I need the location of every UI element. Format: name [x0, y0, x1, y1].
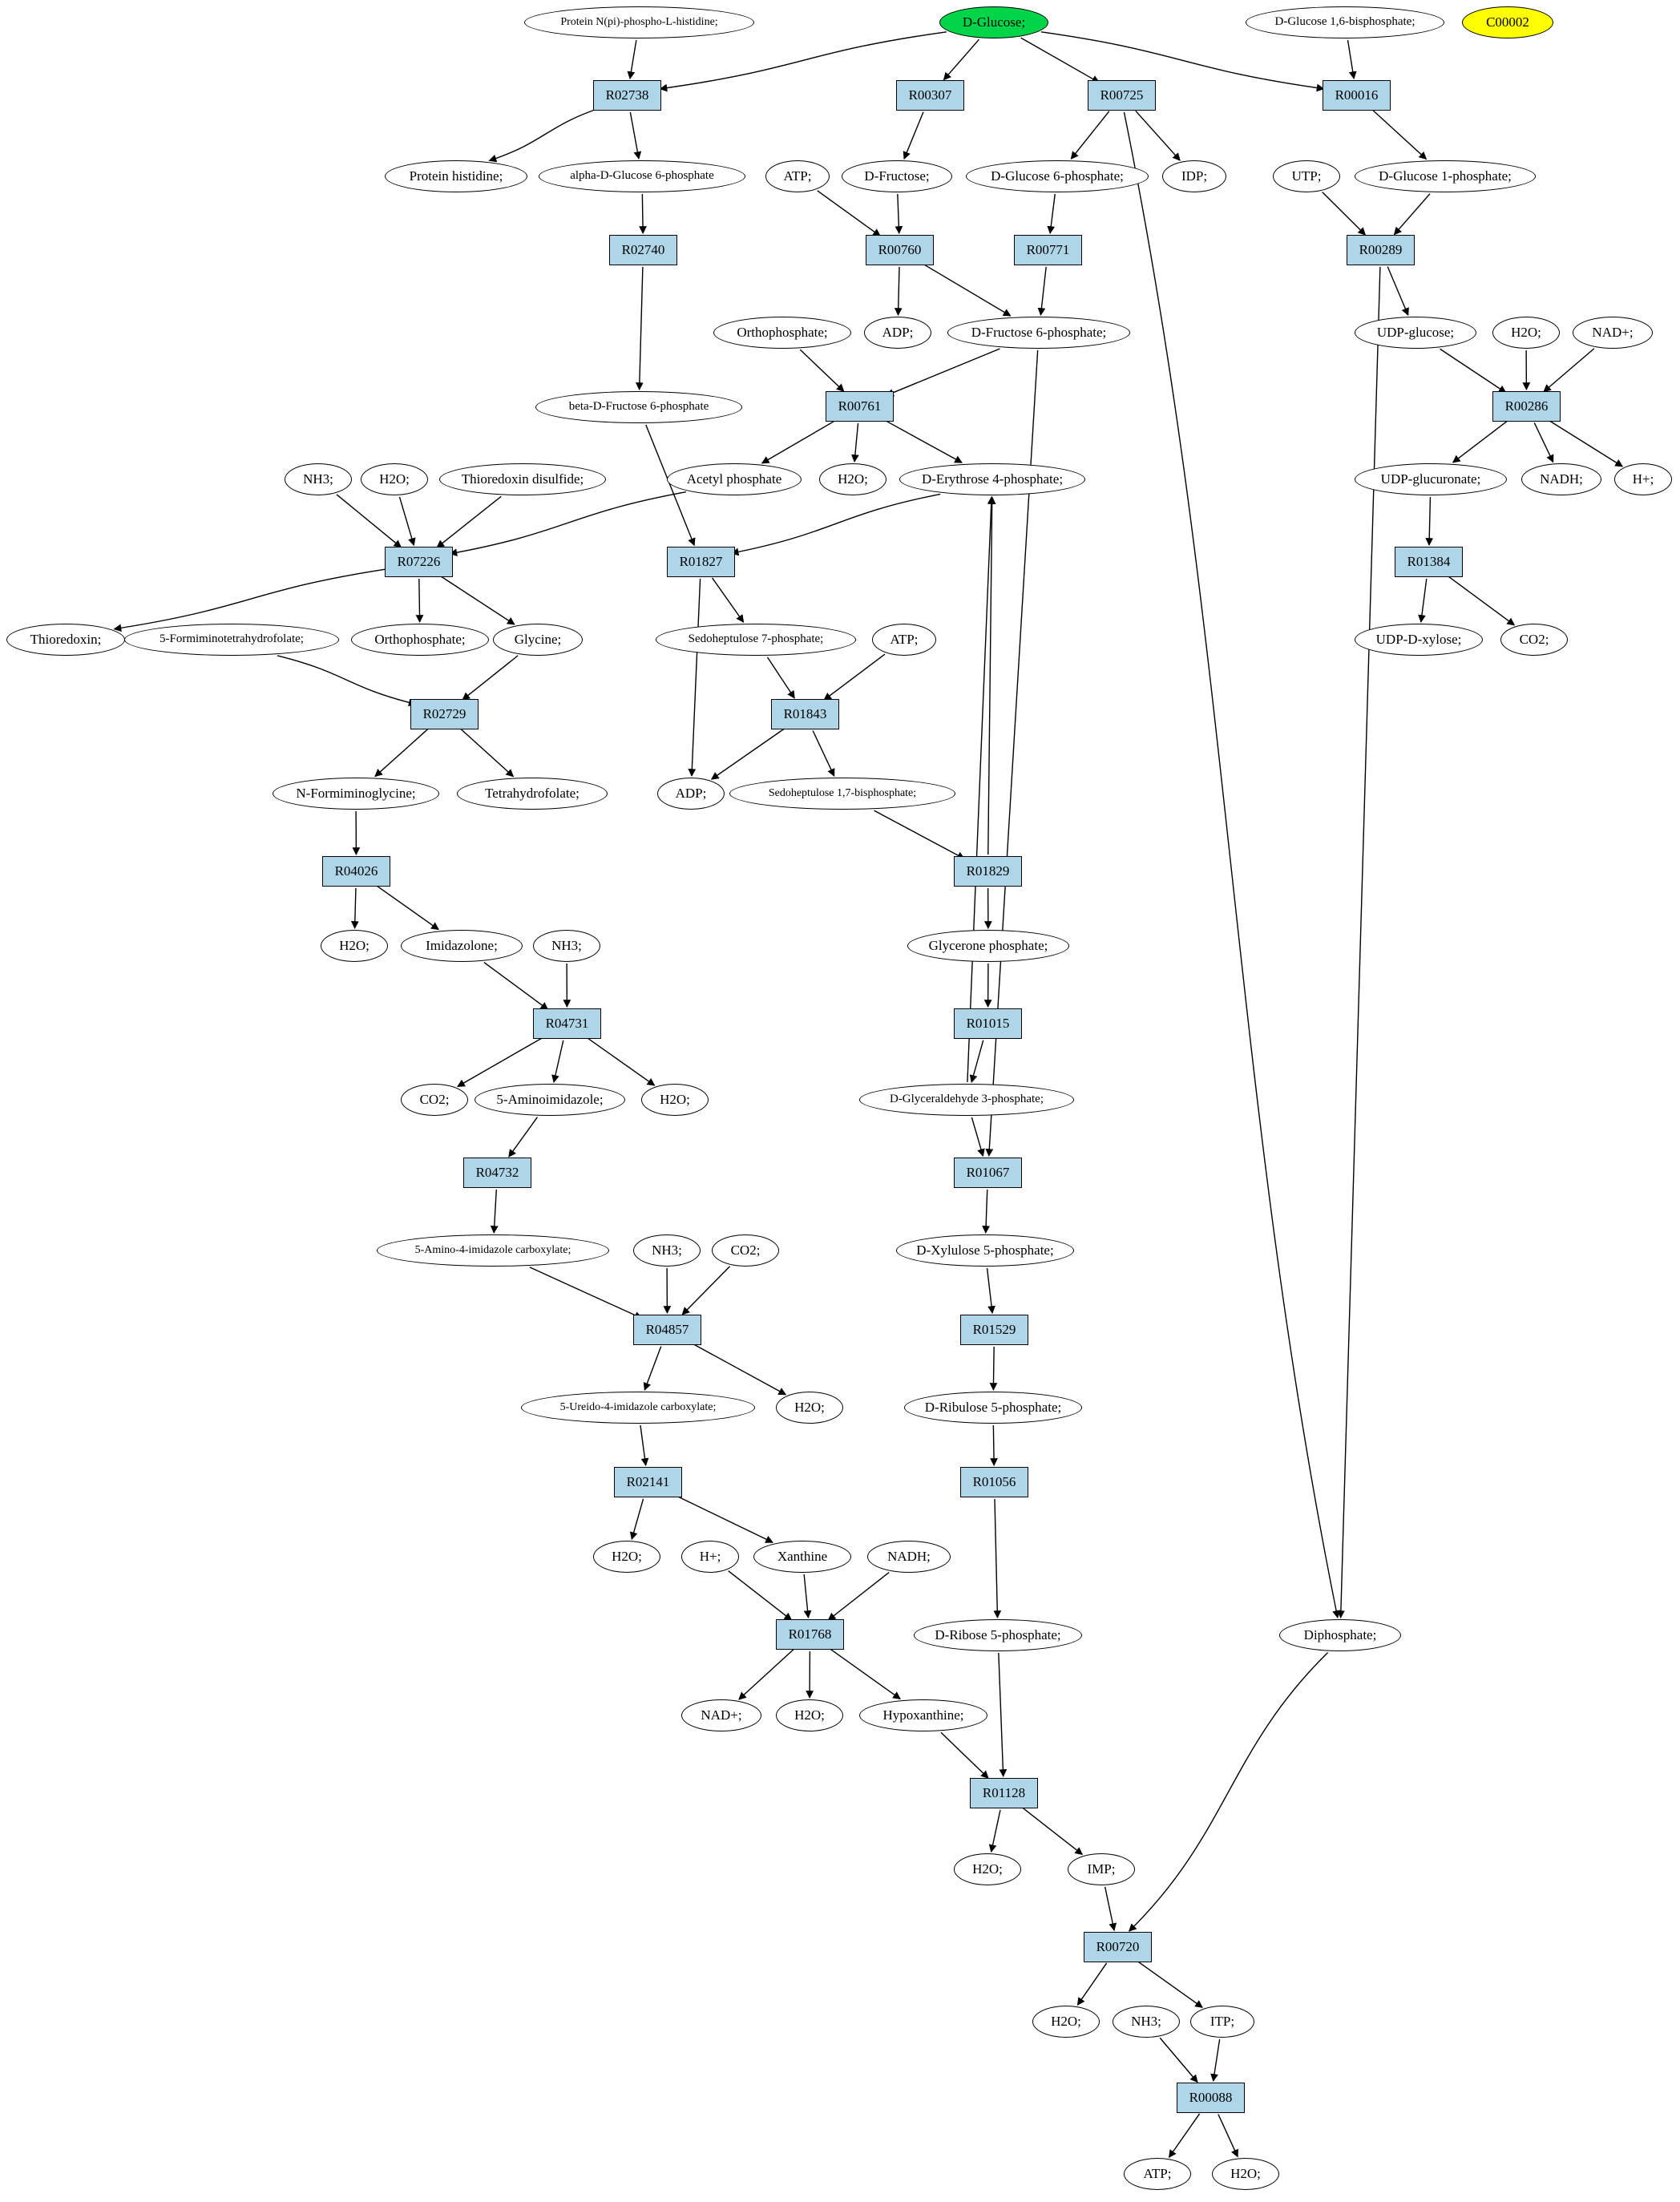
compound-node-utp[interactable]: UTP;: [1273, 160, 1340, 192]
edge-n81-to-n84: [729, 1571, 792, 1620]
edge-n92-to-n93: [1105, 1887, 1114, 1930]
edge-n61-to-n64: [554, 1040, 563, 1082]
edge-n56-to-n37: [988, 497, 992, 855]
edge-n71-to-n73: [682, 1267, 729, 1315]
edge-n32-to-n38: [337, 495, 401, 547]
edge-n73-to-n76: [691, 1343, 786, 1395]
compound-node-acetyl-phosphate[interactable]: Acetyl phosphate: [667, 463, 802, 495]
reaction-node-r01015[interactable]: R01015: [954, 1008, 1022, 1039]
edge-n77-to-n79: [993, 1425, 994, 1465]
edge-n39-to-n45: [713, 578, 744, 622]
edge-n97-to-n98: [1169, 2114, 1200, 2157]
reaction-node-r01384[interactable]: R01384: [1395, 547, 1463, 577]
compound-node-hypoxanthine[interactable]: Hypoxanthine;: [859, 1699, 987, 1731]
edge-n12-to-n18: [1050, 194, 1055, 233]
compound-node-5-ureido-4-imidazole-carboxylate[interactable]: 5-Ureido-4-imidazole carboxylate;: [521, 1392, 755, 1424]
compound-node-d-glucose-6-phosphate[interactable]: D-Glucose 6-phosphate;: [966, 160, 1149, 192]
edge-n78-to-n80: [632, 1499, 643, 1539]
compound-node-diphosphate[interactable]: Diphosphate;: [1279, 1619, 1401, 1651]
reaction-node-r01128[interactable]: R01128: [970, 1778, 1038, 1808]
compound-node-udp-glucuronate[interactable]: UDP-glucuronate;: [1355, 463, 1507, 495]
compound-node-imidazolone[interactable]: Imidazolone;: [401, 930, 523, 962]
edge-n97-to-n99: [1218, 2115, 1238, 2157]
reaction-node-r04857[interactable]: R04857: [633, 1315, 701, 1345]
compound-node-nadh[interactable]: NADH;: [1521, 463, 1601, 495]
edge-n61-to-n63: [458, 1036, 544, 1086]
edge-n6-to-n12: [1071, 111, 1109, 160]
compound-node-idp[interactable]: IDP;: [1162, 160, 1226, 192]
compound-node-5-aminoimidazole[interactable]: 5-Aminoimidazole;: [475, 1084, 625, 1116]
reaction-node-r00016[interactable]: R00016: [1323, 80, 1391, 111]
edge-n14-to-n19: [1323, 192, 1366, 235]
compound-node-d-ribulose-5-phosphate[interactable]: D-Ribulose 5-phosphate;: [904, 1392, 1082, 1424]
edge-n35-to-n38: [450, 492, 685, 554]
compound-node-nadh[interactable]: NADH;: [867, 1541, 951, 1573]
edge-n55-to-n58: [376, 885, 438, 929]
edge-n2-to-n7: [1348, 40, 1355, 79]
reaction-node-r01829[interactable]: R01829: [954, 856, 1022, 887]
compound-node-d-ribose-5-phosphate[interactable]: D-Ribose 5-phosphate;: [914, 1619, 1082, 1651]
compound-node-h2o[interactable]: H2O;: [321, 930, 388, 962]
compound-node-nad[interactable]: NAD+;: [681, 1699, 761, 1731]
compound-node-xanthine[interactable]: Xanthine: [753, 1541, 851, 1573]
edge-n28-to-n36: [854, 423, 858, 462]
edge-n38-to-n41: [114, 569, 386, 629]
edge-n68-to-n72: [986, 1190, 987, 1233]
compound-node-co2[interactable]: CO2;: [712, 1234, 779, 1267]
compound-node-h[interactable]: H+;: [1614, 463, 1672, 495]
reaction-node-r00088[interactable]: R00088: [1177, 2083, 1245, 2113]
compound-node-alpha-d-glucose-6-phosphate[interactable]: alpha-D-Glucose 6-phosphate: [539, 160, 745, 192]
edge-n66-to-n68: [971, 1117, 983, 1156]
edge-n49-to-n52: [461, 729, 513, 777]
edge-n90-to-n91: [991, 1810, 1000, 1852]
compound-node-thioredoxin[interactable]: Thioredoxin;: [6, 624, 125, 656]
compound-node-protein-n-pi-phospho-l-histidine[interactable]: Protein N(pi)-phospho-L-histidine;: [524, 6, 754, 38]
reaction-node-r00307[interactable]: R00307: [896, 80, 964, 111]
edge-n67-to-n69: [494, 1190, 496, 1233]
edge-n5-to-n11: [904, 112, 923, 160]
edge-n78-to-n82: [673, 1494, 773, 1542]
compound-node-sedoheptulose-1-7-bisphosphate[interactable]: Sedoheptulose 1,7-bisphosphate;: [729, 778, 955, 810]
edge-n38-to-n43: [419, 579, 420, 622]
compound-node-d-fructose[interactable]: D-Fructose;: [842, 160, 952, 192]
compound-node-n-formiminoglycine[interactable]: N-Formiminoglycine;: [273, 778, 439, 810]
reaction-node-r02738[interactable]: R02738: [593, 80, 661, 111]
edge-n38-to-n44: [440, 576, 515, 624]
compound-node-5-formiminotetrahydrofolate[interactable]: 5-Formiminotetrahydrofolate;: [124, 624, 339, 656]
reaction-node-r00286[interactable]: R00286: [1492, 391, 1561, 422]
edge-n11-to-n17: [898, 194, 899, 233]
edge-n58-to-n61: [484, 963, 548, 1010]
compound-node-d-fructose-6-phosphate[interactable]: D-Fructose 6-phosphate;: [947, 317, 1130, 349]
compound-node-d-erythrose-4-phosphate[interactable]: D-Erythrose 4-phosphate;: [899, 463, 1085, 495]
edge-n28-to-n37: [882, 419, 962, 463]
edge-n79-to-n85: [995, 1499, 997, 1618]
edge-n40-to-n48: [1448, 576, 1514, 625]
compound-node-co2[interactable]: CO2;: [1500, 624, 1568, 656]
compound-node-h2o[interactable]: H2O;: [1212, 2158, 1279, 2190]
compound-node-orthophosphate[interactable]: Orthophosphate;: [713, 317, 851, 349]
reaction-node-r01768[interactable]: R01768: [776, 1619, 844, 1650]
compound-node-nh3[interactable]: NH3;: [533, 930, 600, 962]
edge-n18-to-n22: [1040, 267, 1046, 315]
reaction-node-r04731[interactable]: R04731: [533, 1008, 601, 1039]
edge-n1-to-n6: [1021, 38, 1099, 83]
compound-node-beta-d-fructose-6-phosphate[interactable]: beta-D-Fructose 6-phosphate: [535, 391, 742, 423]
edge-n7-to-n15: [1373, 111, 1427, 160]
edge-n66-to-n37: [967, 497, 991, 1082]
reaction-node-r04732[interactable]: R04732: [463, 1158, 531, 1188]
edge-n90-to-n92: [1022, 1808, 1082, 1854]
reaction-node-r07226[interactable]: R07226: [385, 547, 453, 577]
compound-node-h2o[interactable]: H2O;: [819, 463, 886, 495]
edge-n29-to-n40: [1429, 497, 1430, 545]
compound-node-adp[interactable]: ADP;: [657, 778, 725, 810]
edge-n82-to-n84: [804, 1574, 808, 1618]
edge-n93-to-n96: [1137, 1962, 1202, 2008]
compound-node-d-glucose[interactable]: D-Glucose;: [939, 6, 1048, 38]
compound-node-nh3[interactable]: NH3;: [285, 463, 352, 495]
compound-node-5-amino-4-imidazole-carboxylate[interactable]: 5-Amino-4-imidazole carboxylate;: [377, 1234, 609, 1267]
edge-n28-to-n35: [762, 419, 838, 463]
edge-n34-to-n38: [437, 496, 501, 547]
edge-n40-to-n47: [1421, 579, 1427, 622]
edge-n72-to-n74: [987, 1268, 993, 1313]
compound-node-h2o[interactable]: H2O;: [954, 1853, 1021, 1885]
edge-n26-to-n29: [1453, 421, 1508, 463]
reaction-node-r01529[interactable]: R01529: [960, 1315, 1028, 1345]
edge-n4-to-n8: [489, 107, 602, 161]
edge-n69-to-n73: [530, 1267, 642, 1319]
compound-node-adp[interactable]: ADP;: [864, 317, 931, 349]
edge-n85-to-n90: [999, 1653, 1004, 1776]
edge-n54-to-n56: [874, 810, 964, 859]
reaction-node-r02141[interactable]: R02141: [614, 1467, 682, 1497]
edge-n26-to-n30: [1534, 422, 1553, 462]
compound-node-orthophosphate[interactable]: Orthophosphate;: [351, 624, 489, 656]
edge-n73-to-n75: [644, 1347, 660, 1390]
compound-node-h2o[interactable]: H2O;: [1492, 317, 1560, 349]
compound-node-h2o[interactable]: H2O;: [641, 1084, 709, 1116]
edge-n39-to-n53: [692, 579, 701, 776]
compound-node-glycerone-phosphate[interactable]: Glycerone phosphate;: [907, 930, 1069, 962]
edge-n33-to-n38: [399, 497, 414, 545]
compound-node-d-glyceraldehyde-3-phosphate[interactable]: D-Glyceraldehyde 3-phosphate;: [859, 1084, 1074, 1116]
compound-node-sedoheptulose-7-phosphate[interactable]: Sedoheptulose 7-phosphate;: [656, 624, 856, 656]
reaction-node-r00760[interactable]: R00760: [866, 235, 934, 265]
reaction-node-r00771[interactable]: R00771: [1014, 235, 1082, 265]
compound-node-co2[interactable]: CO2;: [401, 1084, 468, 1116]
edge-n26-to-n31: [1548, 420, 1622, 467]
compound-node-h2o[interactable]: H2O;: [776, 1392, 843, 1424]
edge-n93-to-n94: [1077, 1963, 1106, 2005]
compound-node-d-glucose-1-6-bisphosphate[interactable]: D-Glucose 1,6-bisphosphate;: [1246, 6, 1444, 38]
reaction-node-r00761[interactable]: R00761: [826, 391, 894, 422]
compound-node-thioredoxin-disulfide[interactable]: Thioredoxin disulfide;: [439, 463, 606, 495]
compound-node-imp[interactable]: IMP;: [1068, 1853, 1135, 1885]
compound-node-tetrahydrofolate[interactable]: Tetrahydrofolate;: [457, 778, 608, 810]
edge-n19-to-n23: [1387, 267, 1408, 316]
edge-n89-to-n90: [941, 1732, 988, 1778]
edge-n55-to-n57: [355, 888, 356, 928]
edge-n16-to-n27: [640, 267, 643, 390]
edge-n64-to-n67: [509, 1117, 538, 1157]
edge-n9-to-n16: [642, 194, 643, 233]
edge-n74-to-n77: [993, 1347, 994, 1390]
edge-n61-to-n65: [587, 1037, 654, 1085]
edge-n15-to-n19: [1394, 194, 1430, 235]
reaction-node-r04026[interactable]: R04026: [322, 856, 390, 887]
edge-n23-to-n26: [1440, 349, 1505, 393]
compound-node-glycine[interactable]: Glycine;: [493, 624, 583, 656]
compound-node-d-glucose-1-phosphate[interactable]: D-Glucose 1-phosphate;: [1355, 160, 1536, 192]
edge-n17-to-n22: [922, 263, 1011, 316]
reaction-node-r00720[interactable]: R00720: [1084, 1932, 1152, 1962]
edge-n0-to-n4: [630, 40, 636, 79]
reaction-node-r01827[interactable]: R01827: [667, 547, 735, 577]
edge-n4-to-n9: [630, 112, 639, 159]
reaction-node-r01843[interactable]: R01843: [771, 699, 839, 729]
edge-n44-to-n49: [462, 656, 518, 700]
compound-node-atp[interactable]: ATP;: [765, 160, 830, 192]
edge-n1-to-n7: [1041, 32, 1324, 89]
compound-node-h[interactable]: H+;: [681, 1541, 739, 1573]
compound-node-udp-glucose[interactable]: UDP-glucose;: [1355, 317, 1476, 349]
reaction-node-r01067[interactable]: R01067: [954, 1158, 1022, 1188]
edge-n62-to-n66: [971, 1040, 983, 1082]
compound-node-nh3[interactable]: NH3;: [633, 1234, 701, 1267]
edge-n96-to-n97: [1214, 2039, 1220, 2081]
edge-n10-to-n17: [818, 191, 880, 236]
reaction-node-r00725[interactable]: R00725: [1088, 80, 1156, 111]
edge-n84-to-n89: [830, 1649, 900, 1699]
edge-n6-to-n13: [1136, 111, 1180, 160]
edge-n25-to-n26: [1544, 349, 1594, 392]
edge-n1-to-n5: [943, 39, 979, 79]
reaction-node-r01056[interactable]: R01056: [960, 1467, 1028, 1497]
edge-n50-to-n54: [813, 731, 834, 777]
edge-n6-to-n86: [1124, 112, 1337, 1618]
compound-node-h2o[interactable]: H2O;: [593, 1541, 660, 1573]
reaction-node-r02740[interactable]: R02740: [609, 235, 677, 265]
reaction-node-r00289[interactable]: R00289: [1347, 235, 1415, 265]
edge-n45-to-n50: [767, 657, 794, 698]
compound-node-h2o[interactable]: H2O;: [361, 463, 428, 495]
compound-node-c00002[interactable]: C00002: [1462, 6, 1553, 38]
compound-node-nh3[interactable]: NH3;: [1113, 2006, 1180, 2038]
reaction-node-r02729[interactable]: R02729: [410, 699, 479, 729]
compound-node-h2o[interactable]: H2O;: [1032, 2006, 1100, 2038]
edge-n37-to-n39: [732, 494, 940, 553]
edge-n84-to-n87: [739, 1650, 794, 1699]
edge-n86-to-n93: [1129, 1653, 1328, 1932]
edge-n50-to-n53: [712, 728, 785, 779]
compound-node-protein-histidine[interactable]: Protein histidine;: [385, 160, 527, 192]
edge-n46-to-n50: [824, 654, 885, 700]
edge-n22-to-n28: [886, 349, 1000, 395]
edge-n49-to-n51: [375, 729, 428, 777]
edge-n75-to-n78: [640, 1425, 646, 1465]
compound-node-nad[interactable]: NAD+;: [1573, 317, 1653, 349]
compound-node-atp[interactable]: ATP;: [872, 624, 936, 656]
compound-node-udp-d-xylose[interactable]: UDP-D-xylose;: [1355, 624, 1483, 656]
compound-node-d-xylulose-5-phosphate[interactable]: D-Xylulose 5-phosphate;: [896, 1234, 1074, 1267]
edge-n42-to-n49: [277, 656, 416, 705]
edge-n83-to-n84: [828, 1573, 889, 1620]
edge-n20-to-n28: [800, 349, 843, 391]
compound-node-atp[interactable]: ATP;: [1124, 2158, 1191, 2190]
compound-node-h2o[interactable]: H2O;: [776, 1699, 843, 1731]
compound-node-itp[interactable]: ITP;: [1190, 2006, 1254, 2038]
edge-n95-to-n97: [1160, 2038, 1197, 2082]
